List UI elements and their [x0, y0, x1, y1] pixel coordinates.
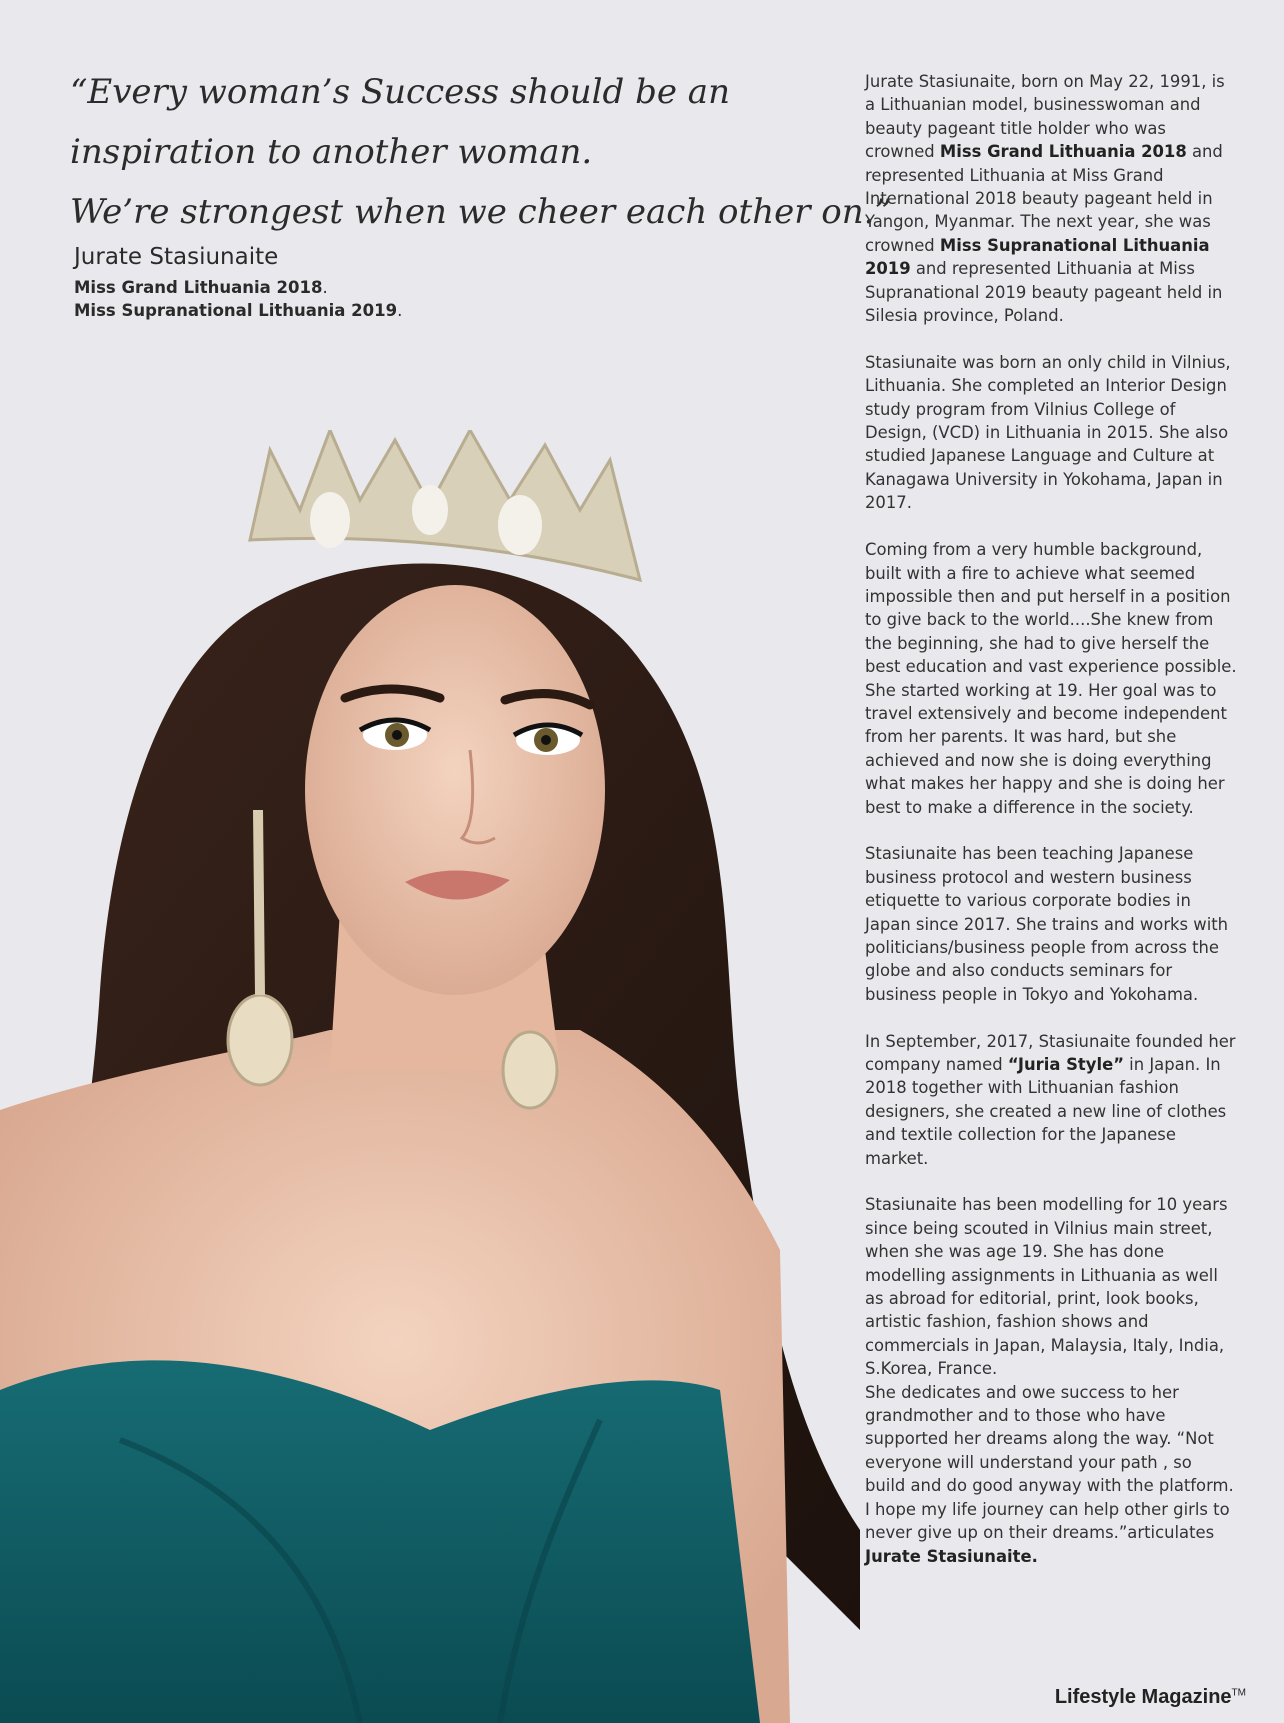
article-paragraph-6: Stasiunaite has been modelling for 10 years since being scouted in Vilnius main street, when she was age 19. She has done modelling assignments in Lithuania as well as abroad for editorial, print, look books, artistic fashion, fashion shows and commercials in Japan, Malaysia, Italy, India, S.Korea, France. — [865, 1195, 1228, 1379]
highlight-author-name: Jurate Stasiunaite. — [865, 1546, 1038, 1566]
article-body — [865, 70, 1237, 1591]
magazine-footer — [1055, 1686, 1246, 1709]
title-1: Miss Grand Lithuania 2018 — [74, 278, 323, 297]
highlight-juria-style: “Juria Style” — [1007, 1055, 1124, 1074]
highlight-miss-supranational: Miss Supranational Lithuania 2019 — [865, 235, 1210, 279]
quote-line-3: We’re strongest when we cheer each other on.” — [70, 192, 892, 232]
quote-line-1: “Every woman’s Success should be an — [70, 72, 730, 112]
magazine-name: Lifestyle Magazine — [1054, 1686, 1232, 1708]
article-paragraph-1: Jurate Stasiunaite, born on May 22, 1991, is a Lithuanian model, businesswoman and beauty pageant title holder who was crowned Miss Grand Lithuania 2018 and represented Lithuania at Miss Grand International 2018 beauty pageant held in Yangon, Myanmar. The next year, she was crowned Miss Supranational Lithuania 2019 and represented Lithuania at Miss Supranational 2019 beauty pageant held in Silesia province, Poland. — [865, 72, 1225, 326]
quote-author: Jurate Stasiunaite — [74, 244, 279, 270]
author-titles: Miss Grand Lithuania 2018. Miss Supranational Lithuania 2019. — [74, 278, 403, 320]
quote-line-2: inspiration to another woman. — [70, 132, 593, 172]
portrait-photo — [0, 430, 860, 1723]
article-paragraph-5: In September, 2017, Stasiunaite founded her company named “Juria Style” in Japan. In 2018 together with Lithuanian fashion designers, she created a new line of clothes and textile collection for the Japanese market. — [865, 1031, 1236, 1168]
article-paragraph-3: Coming from a very humble background, built with a fire to achieve what seemed impossible then and put herself in a position to give back to the world....She knew from the beginning, she had to give herself the best education and vast experience possible. She started working at 19. Her goal was to travel extensively and become independent from her parents. It was hard, but she achieved and now she is doing everything what makes her happy and she is doing her best to make a difference in the society. — [865, 540, 1237, 817]
highlight-miss-grand: Miss Grand Lithuania 2018 — [939, 142, 1187, 162]
article-paragraph-4: Stasiunaite has been teaching Japanese business protocol and western business etiquette to various corporate bodies in Japan since 2017. She trains and works with politicians/business people from across the globe and also conducts seminars for business people in Tokyo and Yokohama. — [865, 844, 1229, 1004]
title-2: Miss Supranational Lithuania 2019 — [74, 301, 398, 320]
article-paragraph-7: She dedicates and owe success to her grandmother and to those who have supported her dreams along the way. “Not everyone will understand your path , so build and do good anyway with the platform. I hope my life journey can help other girls to never give up on their dreams.”articulates Jurate Stasiunaite. — [865, 1382, 1234, 1566]
article-paragraph-2: Stasiunaite was born an only child in Vilnius, Lithuania. She completed an Interior Design study program from Vilnius College of Design, (VCD) in Lithuania in 2015. She also studied Japanese Language and Culture at Kanagawa University in Yokohama, Japan in 2017. — [865, 352, 1231, 513]
pull-quote — [70, 62, 892, 242]
trademark-mark: TM — [1231, 1687, 1246, 1699]
